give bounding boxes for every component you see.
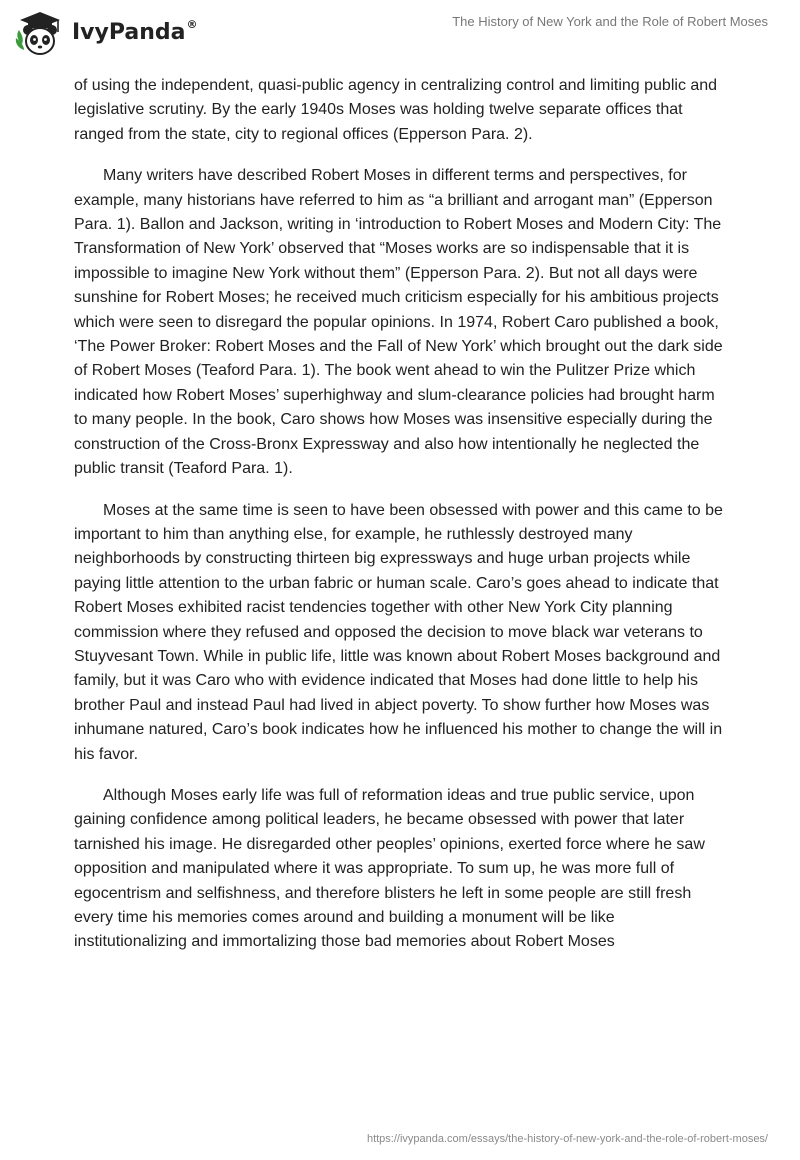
paragraph: Many writers have described Robert Moses in different terms and perspectives, for example, many historians have referred to him as “a brilliant and arrogant man” (Epperson Para. 1). Ballon and Jackson, writing in ‘introduction to Robert Moses and Modern City: The Transformation of New York’ observed that “Moses works are so indispensable that it is impossible to imagine New York without them” (Epperson Para. 2). But not all days were sunshine for Robert Moses; he received much criticism especially for his ambitious projects which were seen to disregard the popular opinions. In 1974, Robert Caro published a book, ‘The Power Broker: Robert Moses and the Fall of New York’ which brought out the dark side of Robert Moses (Teaford Para. 1). The book went ahead to win the Pulitzer Prize which indicated how Robert Moses’ superhighway and slum-clearance policies had brought harm to many people. In the book, Caro shows how Moses was insensitive especially during the construction of the Cross-Bronx Expressway and also how intentionally he neglected the public transit (Teaford Para. 1). [74,167,723,478]
essay-body [74,74,730,972]
paragraph: Moses at the same time is seen to have been obsessed with power and this came to be important to him than anything else, for example, he ruthlessly destroyed many neighborhoods by constructing thirteen big expressways and huge urban projects while paying little attention to the urban fabric or human scale. Caro’s goes ahead to indicate that Robert Moses exhibited racist tendencies together with other New York City planning commission where they refused and opposed the decision to move black war veterans to Stuyvesant Town. While in public life, little was known about Robert Moses background and family, but it was Caro who with evidence indicated that Moses had done little to help his brother Paul and instead Paul had lived in abject poverty. To show further how Moses was inhumane natured, Caro’s book indicates how he influenced his mother to change the will in his favor. [74,501,723,763]
panda-graduate-icon [14,10,66,56]
brand-name [72,20,198,45]
document-title: The History of New York and the Role of Robert Moses [452,14,768,29]
brand-name-text: IvyPanda [72,19,186,45]
paragraph: Although Moses early life was full of reformation ideas and true public service, upon gaining confidence among political leaders, he became obsessed with power that later tarnished his image. He disregarded other peoples’ opinions, exerted force where he saw opposition and manipulated where it was appropriate. To sum up, he was more full of egocentrism and selfishness, and therefore blisters he left in some people are still fresh every time his memories comes around and building a monument will be like institutionalizing and immortalizing those bad memories about Robert Moses [74,786,705,951]
page-header [0,0,800,66]
source-url[interactable]: https://ivypanda.com/essays/the-history-of-new-york-and-the-role-of-robert-moses/ [366,1133,768,1145]
brand-logo[interactable] [14,10,198,56]
paragraph: of using the independent, quasi-public agency in centralizing control and limiting public and legislative scrutiny. By the early 1940s Moses was holding twelve separate offices that ranged from the state, city to regional offices (Epperson Para. 2). [74,77,718,143]
registered-mark: ® [186,18,198,32]
